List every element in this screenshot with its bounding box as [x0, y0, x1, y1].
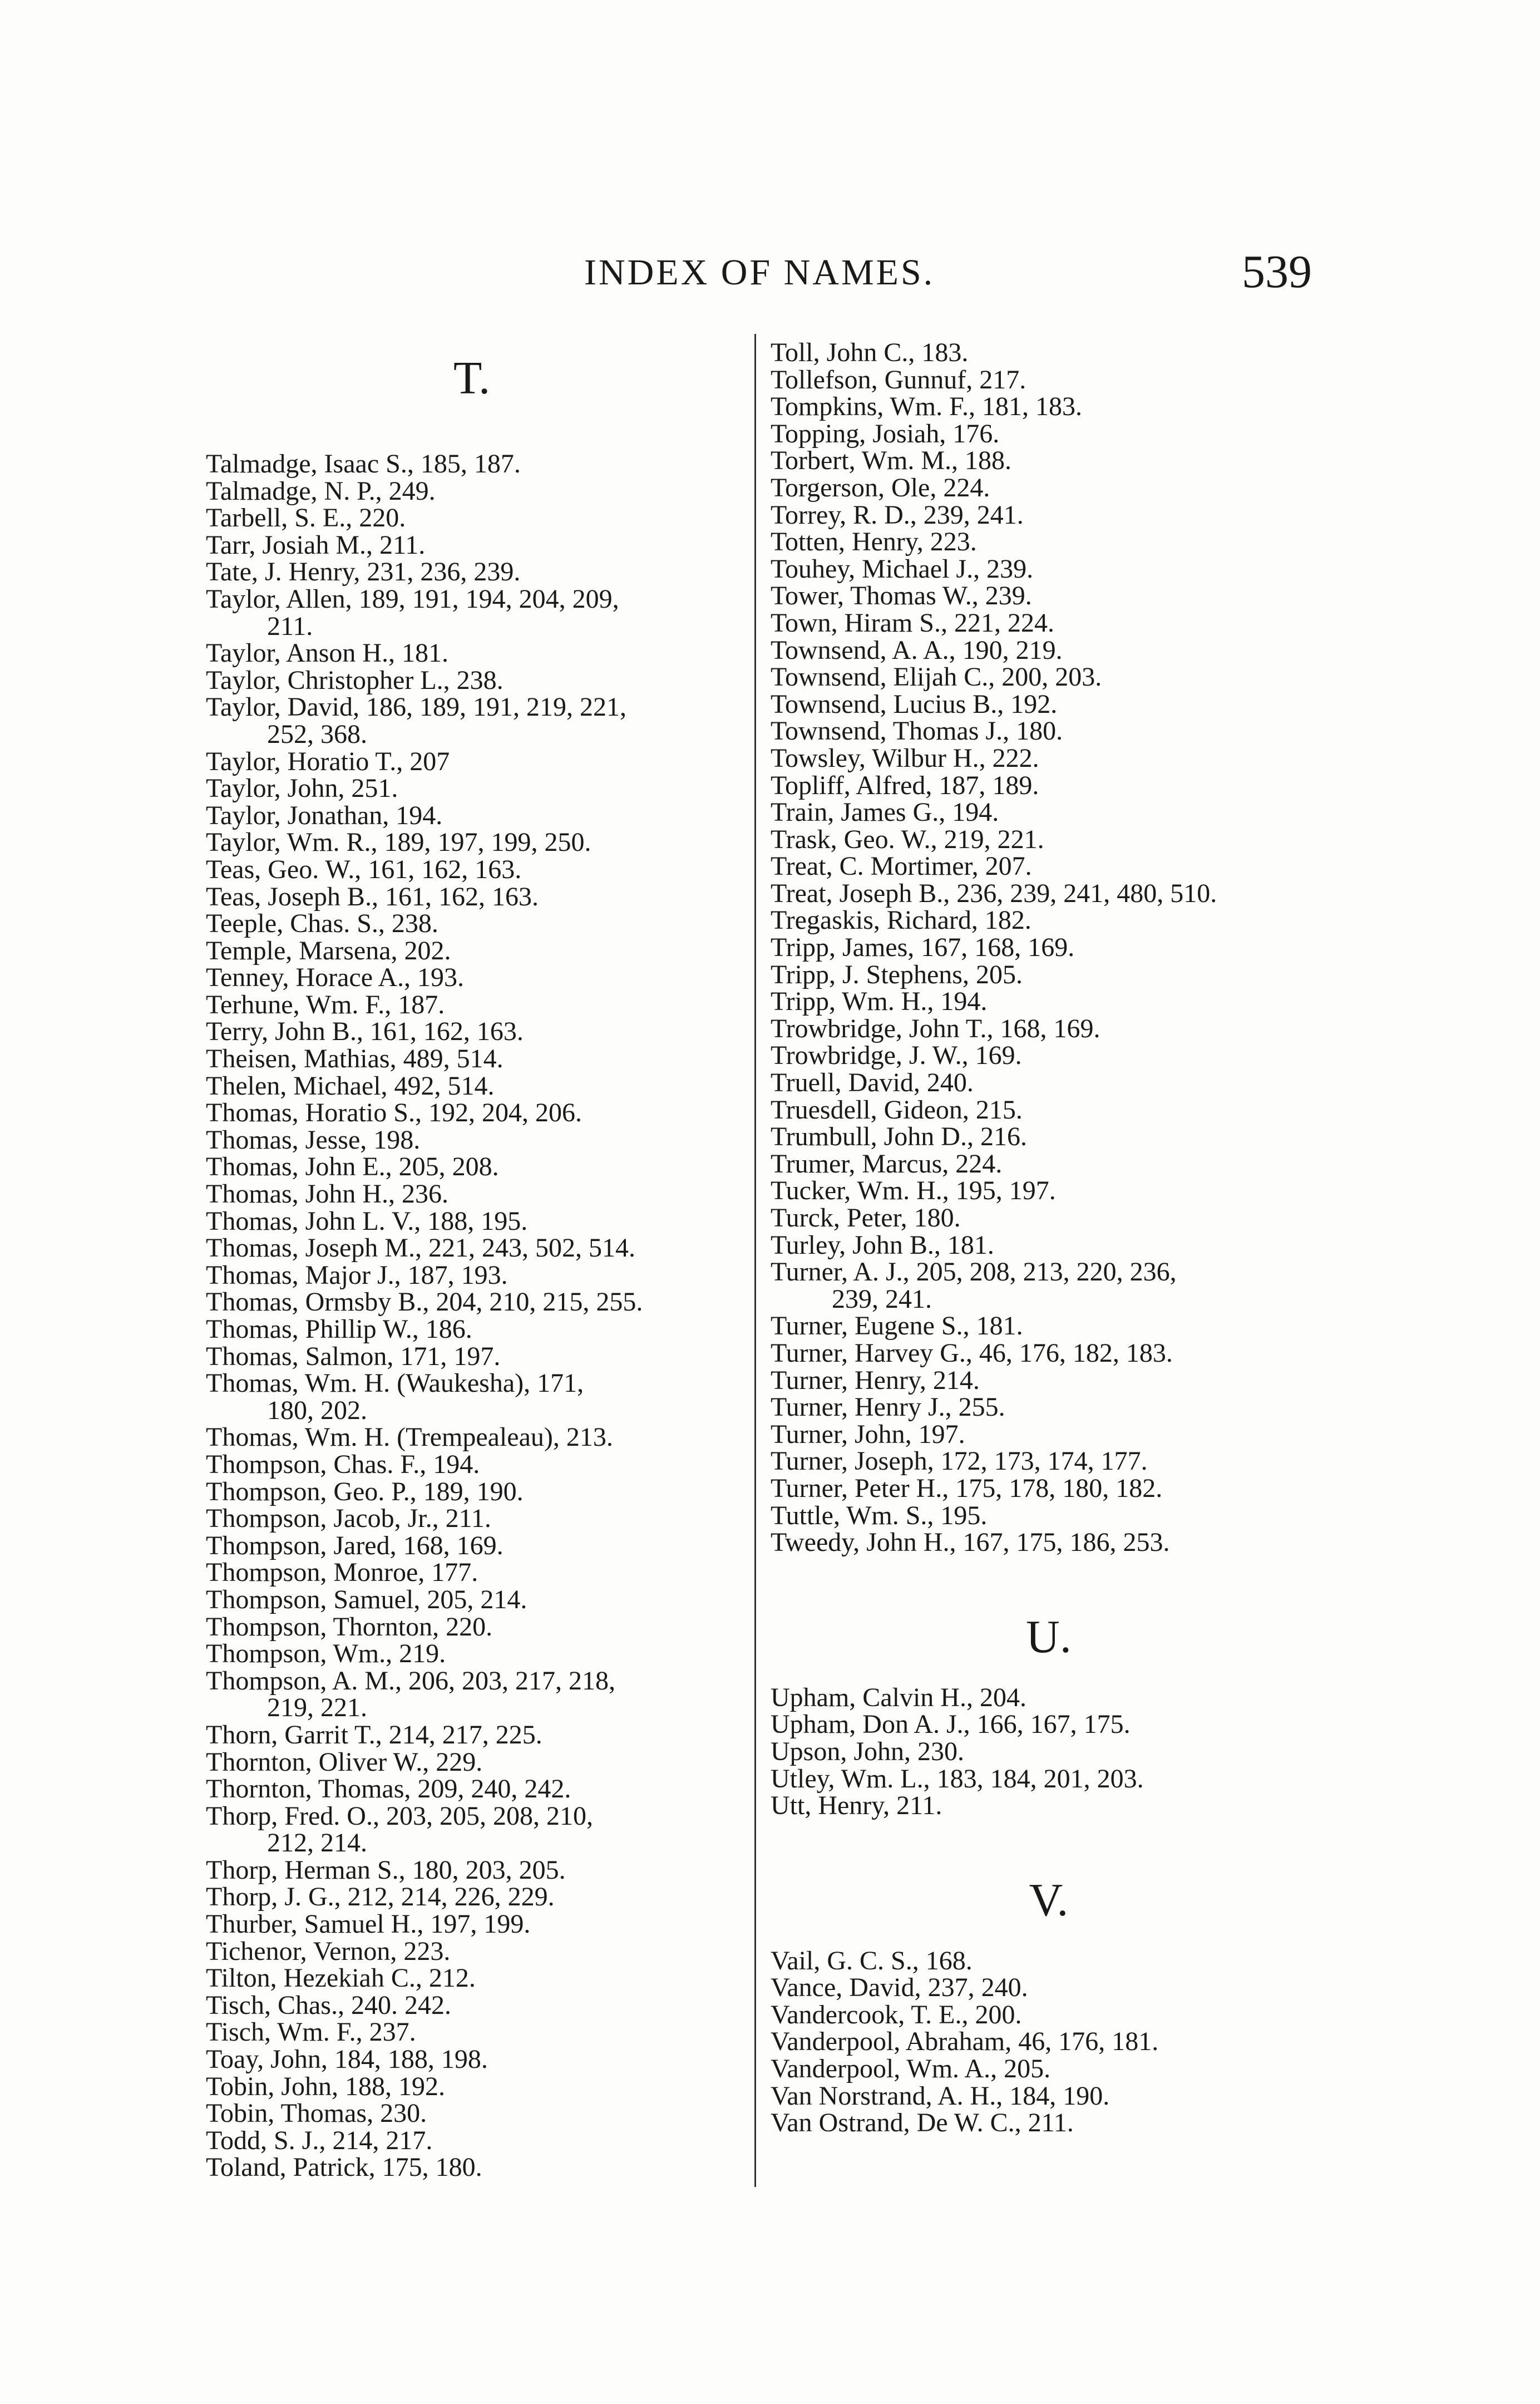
- index-entry: Tisch, Chas., 240. 242.: [206, 1990, 451, 2020]
- index-entry: Thompson, Chas. F., 194.: [206, 1449, 480, 1479]
- index-entry: Train, James G., 194.: [771, 797, 999, 827]
- index-entry: Thomas, Phillip W., 186.: [206, 1314, 472, 1344]
- index-entry: Tobin, Thomas, 230.: [206, 2098, 427, 2129]
- index-entry: Terry, John B., 161, 162, 163.: [206, 1017, 524, 1047]
- index-entry: Talmadge, N. P., 249.: [206, 476, 436, 506]
- v-entries: [771, 1945, 1327, 2138]
- index-entry: Toland, Patrick, 175, 180.: [206, 2152, 482, 2183]
- index-entry: Terhune, Wm. F., 187.: [206, 989, 445, 1019]
- index-entry: Thompson, Monroe, 177.: [206, 1558, 478, 1588]
- section-heading-u: U.: [1026, 1610, 1072, 1663]
- index-entry: Thornton, Thomas, 209, 240, 242.: [206, 1774, 571, 1804]
- index-entry: Torrey, R. D., 239, 241.: [771, 500, 1024, 530]
- index-entry: Thompson, Jared, 168, 169.: [206, 1530, 504, 1560]
- index-entry: Turck, Peter, 180.: [771, 1203, 961, 1233]
- index-entry: Thomas, Horatio S., 192, 204, 206.: [206, 1098, 582, 1128]
- index-entry: Todd, S. J., 214, 217.: [206, 2125, 433, 2155]
- page-header: [0, 245, 1540, 300]
- section-heading-t: T.: [453, 352, 491, 404]
- index-entry: Turner, Joseph, 172, 173, 174, 177.: [771, 1446, 1148, 1476]
- index-entry: Thomas, Ormsby B., 204, 210, 215, 255.: [206, 1287, 643, 1317]
- index-entry: Truesdell, Gideon, 215.: [771, 1095, 1023, 1125]
- index-entry: Upham, Don A. J., 166, 167, 175.: [771, 1710, 1131, 1740]
- u-entries: [771, 1684, 1327, 1820]
- index-entry: Thomas, Joseph M., 221, 243, 502, 514.: [206, 1233, 635, 1263]
- index-entry: 219, 221.: [267, 1693, 367, 1723]
- index-entry: Townsend, A. A., 190, 219.: [771, 635, 1063, 665]
- index-entry: Tuttle, Wm. S., 195.: [771, 1500, 988, 1530]
- section-heading-v: V.: [1029, 1874, 1069, 1926]
- index-entry: Upham, Calvin H., 204.: [771, 1682, 1026, 1712]
- index-entry: Treat, C. Mortimer, 207.: [771, 851, 1032, 881]
- index-entry: Thompson, Thornton, 220.: [206, 1612, 493, 1642]
- index-entry: Thomas, John L. V., 188, 195.: [206, 1206, 528, 1236]
- index-entry: Thomas, Wm. H. (Waukesha), 171,: [206, 1368, 584, 1398]
- index-entry: Taylor, David, 186, 189, 191, 219, 221,: [206, 692, 626, 722]
- index-entry: Torbert, Wm. M., 188.: [771, 446, 1012, 476]
- index-entry: Van Norstrand, A. H., 184, 190.: [771, 2081, 1110, 2111]
- index-entry: Taylor, Anson H., 181.: [206, 638, 449, 668]
- index-entry: Tisch, Wm. F., 237.: [206, 2017, 416, 2047]
- index-entry: Utt, Henry, 211.: [771, 1791, 942, 1821]
- index-entry: Upson, John, 230.: [771, 1736, 965, 1766]
- index-entry: Thorp, Fred. O., 203, 205, 208, 210,: [206, 1801, 593, 1831]
- index-entry: Topliff, Alfred, 187, 189.: [771, 770, 1039, 800]
- right-column: [771, 339, 1327, 2137]
- index-entry: Turner, Henry J., 255.: [771, 1392, 1005, 1422]
- index-entry: Touhey, Michael J., 239.: [771, 554, 1034, 584]
- page-number: 539: [1242, 246, 1312, 298]
- index-entry: Trowbridge, J. W., 169.: [771, 1041, 1022, 1071]
- index-entry: 211.: [267, 611, 313, 641]
- index-entry: Tilton, Hezekiah C., 212.: [206, 1963, 476, 1993]
- index-entry: Vanderpool, Wm. A., 205.: [771, 2054, 1051, 2084]
- index-entry: Trask, Geo. W., 219, 221.: [771, 824, 1044, 854]
- index-entry: Tower, Thomas W., 239.: [771, 581, 1032, 611]
- index-entry: Vance, David, 237, 240.: [771, 1973, 1028, 2003]
- index-entry: 212, 214.: [267, 1828, 367, 1858]
- index-entry: Teas, Geo. W., 161, 162, 163.: [206, 854, 522, 884]
- index-entry: Thompson, A. M., 206, 203, 217, 218,: [206, 1666, 616, 1696]
- index-entry: Turner, A. J., 205, 208, 213, 220, 236,: [771, 1257, 1177, 1287]
- index-entry: Truell, David, 240.: [771, 1068, 974, 1098]
- index-entry: Treat, Joseph B., 236, 239, 241, 480, 510.: [771, 878, 1217, 908]
- index-entry: Tripp, James, 167, 168, 169.: [771, 933, 1075, 963]
- index-entry: 180, 202.: [267, 1395, 367, 1425]
- index-entry: Van Ostrand, De W. C., 211.: [771, 2108, 1074, 2138]
- index-entry: Tripp, J. Stephens, 205.: [771, 959, 1023, 989]
- index-entry: Turner, Henry, 214.: [771, 1365, 980, 1395]
- index-entry: Thomas, John H., 236.: [206, 1179, 448, 1209]
- index-entry: Topping, Josiah, 176.: [771, 418, 1000, 449]
- index-entry: Thomas, John E., 205, 208.: [206, 1152, 499, 1182]
- index-entry: Tate, J. Henry, 231, 236, 239.: [206, 557, 521, 587]
- index-entry: Teas, Joseph B., 161, 162, 163.: [206, 881, 539, 912]
- index-entry: Townsend, Thomas J., 180.: [771, 716, 1063, 746]
- index-entry: Tompkins, Wm. F., 181, 183.: [771, 392, 1082, 422]
- index-entry: Thomas, Major J., 187, 193.: [206, 1260, 508, 1290]
- index-entry: Tarbell, S. E., 220.: [206, 503, 406, 533]
- index-entry: Turley, John B., 181.: [771, 1230, 994, 1260]
- index-entry: Thompson, Geo. P., 189, 190.: [206, 1476, 524, 1506]
- index-entry: Turner, Harvey G., 46, 176, 182, 183.: [771, 1338, 1173, 1368]
- index-entry: Tollefson, Gunnuf, 217.: [771, 364, 1026, 395]
- index-entry: Vanderpool, Abraham, 46, 176, 181.: [771, 2027, 1159, 2057]
- index-entry: Thompson, Samuel, 205, 214.: [206, 1584, 527, 1614]
- index-entry: Trumbull, John D., 216.: [771, 1122, 1027, 1152]
- index-entry: Toay, John, 184, 188, 198.: [206, 2045, 488, 2075]
- index-entry: Taylor, Wm. R., 189, 197, 199, 250.: [206, 827, 591, 858]
- index-entry: Townsend, Lucius B., 192.: [771, 689, 1058, 719]
- index-entry: Thorn, Garrit T., 214, 217, 225.: [206, 1720, 542, 1750]
- index-entry: Thompson, Wm., 219.: [206, 1639, 446, 1669]
- index-entry: Vandercook, T. E., 200.: [771, 1999, 1022, 2029]
- index-entry: Thomas, Jesse, 198.: [206, 1125, 421, 1155]
- index-entry: Tichenor, Vernon, 223.: [206, 1936, 451, 1966]
- index-entry: Temple, Marsena, 202.: [206, 935, 451, 965]
- index-entry: Thelen, Michael, 492, 514.: [206, 1071, 495, 1101]
- index-entry: Towsley, Wilbur H., 222.: [771, 743, 1039, 773]
- index-entry: Trumer, Marcus, 224.: [771, 1149, 1003, 1179]
- index-entry: Turner, Peter H., 175, 178, 180, 182.: [771, 1473, 1163, 1503]
- index-entry: Trowbridge, John T., 168, 169.: [771, 1013, 1100, 1043]
- index-entry: Talmadge, Isaac S., 185, 187.: [206, 449, 521, 479]
- index-entry: Townsend, Elijah C., 200, 203.: [771, 662, 1102, 692]
- index-entry: Tweedy, John H., 167, 175, 186, 253.: [771, 1528, 1170, 1558]
- index-entry: Tarr, Josiah M., 211.: [206, 530, 426, 560]
- index-entry: Turner, John, 197.: [771, 1419, 965, 1449]
- index-entry: 239, 241.: [832, 1284, 932, 1314]
- index-entry: Taylor, Christopher L., 238.: [206, 665, 504, 695]
- index-entry: Taylor, Allen, 189, 191, 194, 204, 209,: [206, 584, 619, 614]
- index-entry: Thorp, Herman S., 180, 203, 205.: [206, 1855, 566, 1885]
- index-entry: Thornton, Oliver W., 229.: [206, 1747, 483, 1777]
- index-entry: Thorp, J. G., 212, 214, 226, 229.: [206, 1882, 555, 1912]
- index-entry: Taylor, John, 251.: [206, 774, 398, 804]
- index-entry: Taylor, Jonathan, 194.: [206, 800, 443, 830]
- left-entries: [206, 451, 762, 2181]
- index-entry: Theisen, Mathias, 489, 514.: [206, 1044, 504, 1074]
- index-entry: Torgerson, Ole, 224.: [771, 472, 990, 503]
- index-entry: Thurber, Samuel H., 197, 199.: [206, 1909, 531, 1939]
- index-entry: Toll, John C., 183.: [771, 338, 969, 367]
- running-title: INDEX OF NAMES.: [584, 252, 935, 293]
- index-entry: Thompson, Jacob, Jr., 211.: [206, 1504, 491, 1534]
- index-entry: Taylor, Horatio T., 207: [206, 746, 450, 776]
- index-entry: Tenney, Horace A., 193.: [206, 963, 465, 993]
- index-entry: Totten, Henry, 223.: [771, 527, 977, 557]
- index-entry: Tripp, Wm. H., 194.: [771, 987, 988, 1017]
- index-entry: Tobin, John, 188, 192.: [206, 2071, 445, 2101]
- index-entry: Utley, Wm. L., 183, 184, 201, 203.: [771, 1763, 1144, 1794]
- right-t-entries: [771, 339, 1327, 1556]
- index-entry: Thomas, Salmon, 171, 197.: [206, 1341, 501, 1371]
- left-column: [206, 339, 762, 2181]
- index-entry: Town, Hiram S., 221, 224.: [771, 608, 1054, 638]
- index-entry: Tucker, Wm. H., 195, 197.: [771, 1176, 1056, 1206]
- index-entry: 252, 368.: [267, 719, 367, 749]
- index-entry: Vail, G. C. S., 168.: [771, 1945, 973, 1976]
- index-entry: Turner, Eugene S., 181.: [771, 1311, 1023, 1341]
- index-entry: Tregaskis, Richard, 182.: [771, 905, 1031, 935]
- index-entry: Thomas, Wm. H. (Trempealeau), 213.: [206, 1422, 613, 1452]
- index-entry: Teeple, Chas. S., 238.: [206, 909, 438, 939]
